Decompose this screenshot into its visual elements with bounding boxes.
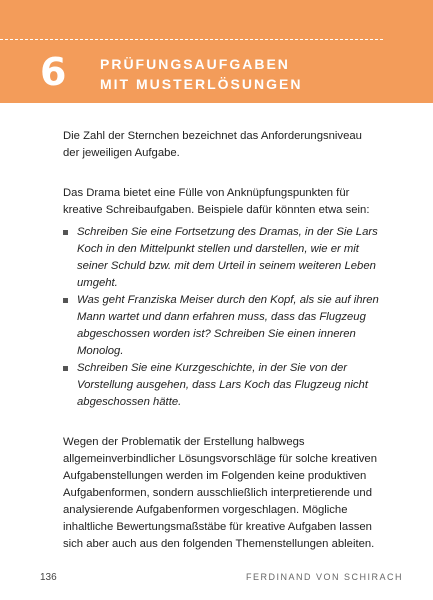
- body-paragraph-2: Wegen der Problematik der Erstellung halbwegs allgemeinverbindlicher Lösungsvorschläge für solche kreativen Aufgabenstellungen werden im Folgenden keine produktiven Aufgabenformen, sondern ausschließlich interpretierende und analysierende Aufgabenformen vorgeschlagen. Mögliche inhaltliche Bewertungsmaßstäbe für kreative Aufgaben lassen sich aber auch aus den folgenden Themenstellungen ableiten.: [63, 436, 377, 550]
- chapter-banner: [0, 0, 433, 103]
- running-footer-author: FERDINAND VON SCHIRACH: [245, 572, 403, 582]
- page-content: [63, 128, 381, 553]
- square-bullet-icon: [63, 230, 68, 235]
- task-text: Schreiben Sie eine Fortsetzung des Dramas, in der Sie Lars Koch in den Mittelpunkt stellen und darstellen, wie er mit seiner Schuld bzw. mit dem Urteil in seinem weiteren Leben umgeht.: [77, 226, 378, 289]
- list-item: [63, 224, 381, 292]
- task-list: [63, 224, 381, 411]
- chapter-title-line-2: MIT MUSTERLÖSUNGEN: [100, 76, 303, 92]
- square-bullet-icon: [63, 298, 68, 303]
- dashed-divider: [0, 39, 383, 40]
- square-bullet-icon: [63, 366, 68, 371]
- list-item: [63, 360, 381, 411]
- body-paragraph-1: Das Drama bietet eine Fülle von Anknüpfungspunkten für kreative Schreibaufgaben. Beispiele dafür könnten etwa sein:: [63, 187, 370, 216]
- chapter-number: 6: [40, 50, 67, 94]
- task-text: Was geht Franziska Meiser durch den Kopf, als sie auf ihren Mann wartet und dann erfahren muss, dass das Flugzeug abgeschossen worden ist? Schreiben Sie einen inneren Monolog.: [77, 294, 379, 357]
- page-number: 136: [40, 572, 57, 583]
- list-item: [63, 292, 381, 360]
- intro-paragraph: Die Zahl der Sternchen bezeichnet das Anforderungsniveau der jeweiligen Aufgabe.: [63, 130, 362, 159]
- chapter-title: [100, 54, 302, 94]
- chapter-title-line-1: PRÜFUNGSAUFGABEN: [100, 56, 290, 72]
- task-text: Schreiben Sie eine Kurzgeschichte, in der Sie von der Vorstellung ausgehen, dass Lars Koch das Flugzeug nicht abgeschossen hätte.: [77, 362, 368, 408]
